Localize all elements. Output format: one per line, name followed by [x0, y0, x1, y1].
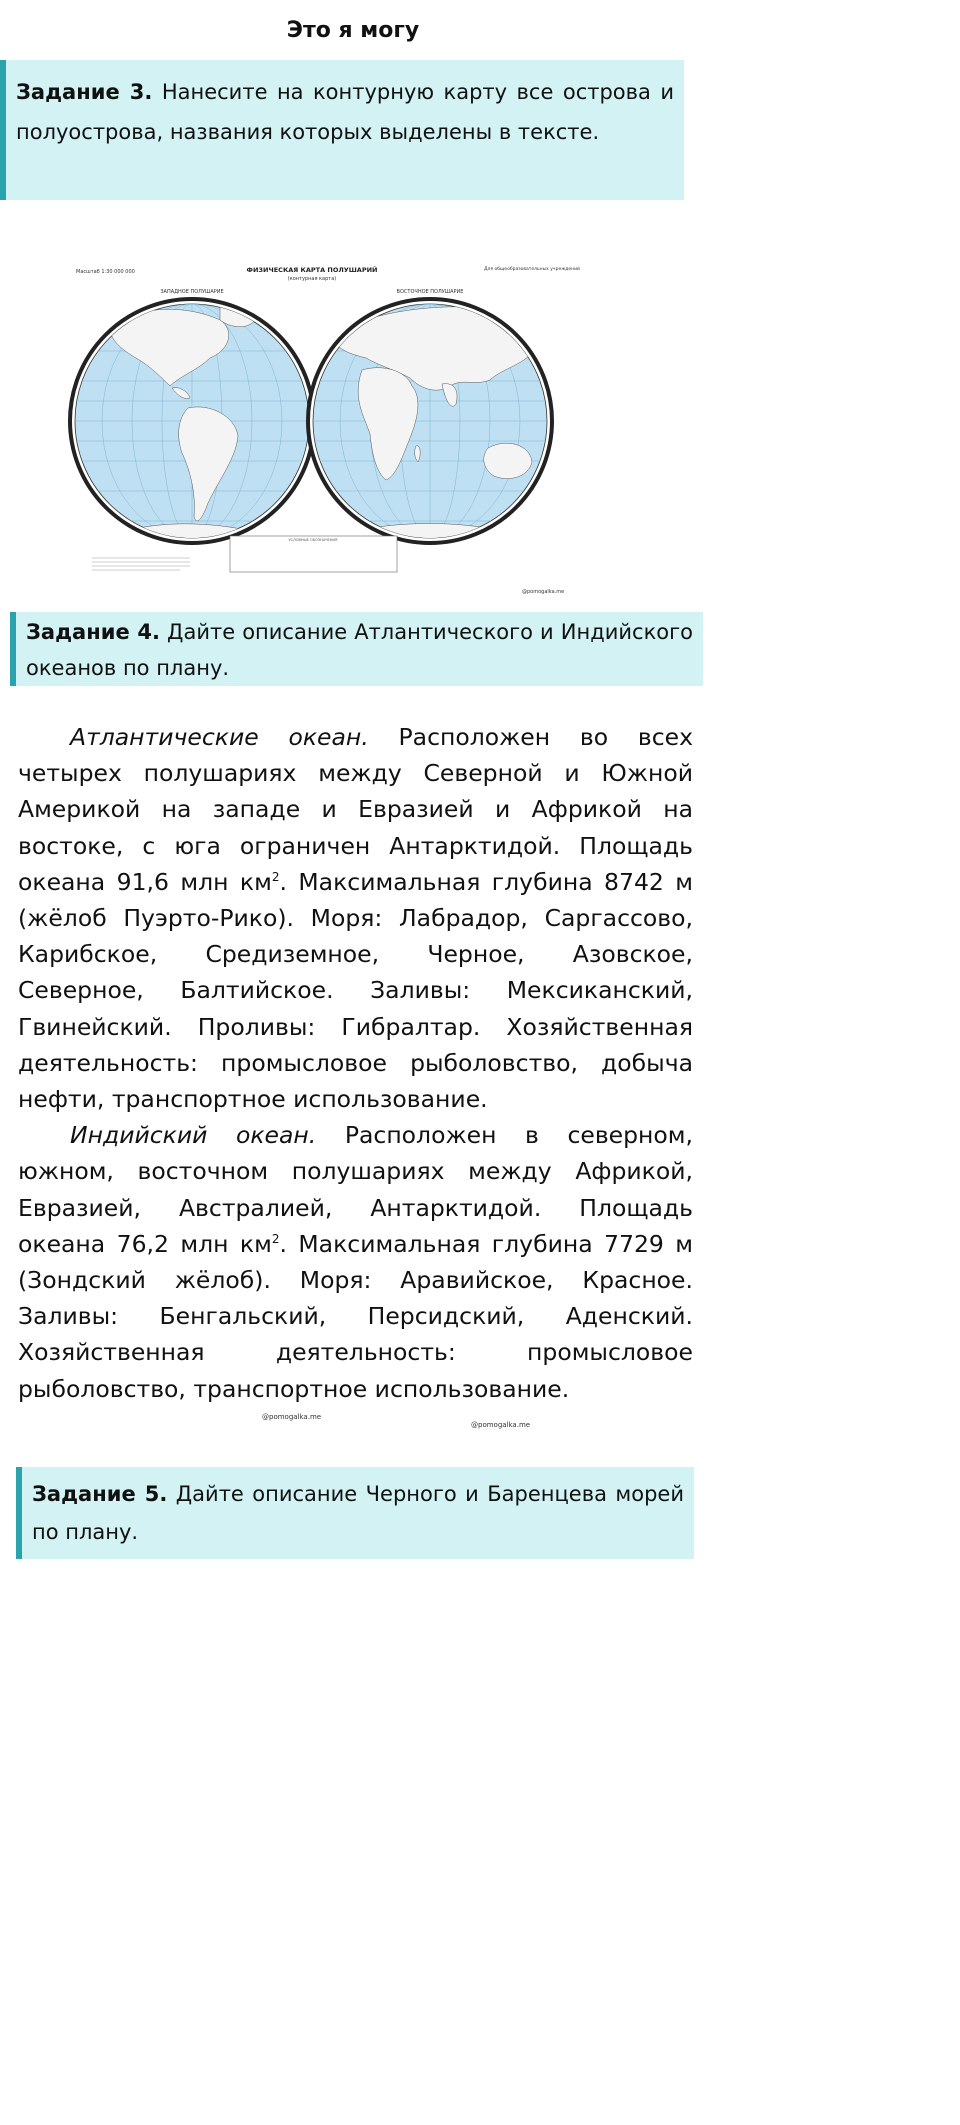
atlantic-name: Атлантические океан.	[70, 723, 369, 751]
map-title: ФИЗИЧЕСКАЯ КАРТА ПОЛУШАРИЙ	[246, 266, 378, 274]
hemispheres-map-image	[70, 258, 584, 595]
atlantic-sup: 2	[271, 869, 280, 884]
watermark-1: @pomogalka.me	[262, 1413, 322, 1421]
task-3-box	[0, 60, 684, 200]
atlantic-text-2: . Максимальная глубина 8742 м (жёлоб Пуэрто-Рико). Моря: Лабрадор, Саргассово, Карибское, Средиземное, Черное, Азовское, Северное, Балтийское. Заливы: Мексиканский, Гвинейский. Проливы: Гибралтар. Хозяйственная деятельность: промысловое рыболовство, добыча нефти, транспортное использование.	[18, 867, 694, 1114]
map-audience: Для общеобразовательных учреждений	[484, 267, 580, 272]
task-4-label: Задание 4.	[26, 620, 160, 644]
task-3-label: Задание 3.	[16, 80, 153, 104]
map-watermark: @pomogalka.me	[522, 589, 565, 595]
oceans-description	[18, 719, 693, 1407]
indian-name: Индийский океан.	[70, 1121, 317, 1150]
indian-sup: 2	[271, 1232, 280, 1247]
task-3-text: Нанесите на контурную карту все острова и полуострова, названия которых выделены в тексте.	[16, 80, 674, 144]
contour-map	[70, 258, 584, 595]
map-legend-title: УСЛОВНЫЕ ОБОЗНАЧЕНИЯ	[288, 538, 338, 542]
map-scale: Масштаб 1:30 000 000	[76, 269, 135, 275]
task-5-label: Задание 5.	[32, 1482, 168, 1506]
indian-text-2: . Максимальная глубина 7729 м (Зондский жёлоб). Моря: Аравийское, Красное. Заливы: Бенгальский, Персидский, Аденский. Хозяйственная деятельность: промысловое рыболовство, транспортное использование.	[18, 1229, 694, 1403]
atlantic-text-1: Расположен во всех четырех полушариях между Северной и Южной Америкой на западе и Евразией и Африкой на востоке, с юга ограничен Антарктидой. Площадь океана 91,6 млн км	[18, 723, 693, 896]
indian-text-1: Расположен в северном, южном, восточном полушариях между Африкой, Евразией, Австралией, Антарктидой. Площадь океана 76,2 млн км	[18, 1121, 693, 1258]
task-5-text: Дайте описание Черного и Баренцева морей по плану.	[32, 1482, 684, 1544]
task-4-box	[10, 612, 703, 686]
map-subtitle: (контурная карта)	[287, 276, 337, 282]
task-5-box	[16, 1467, 694, 1559]
indian-paragraph	[18, 1117, 693, 1407]
task-4-text: Дайте описание Атлантического и Индийского океанов по плану.	[26, 620, 693, 680]
page-title: Это я могу	[286, 18, 420, 43]
watermark-2: @pomogalka.me	[471, 1421, 531, 1429]
atlantic-paragraph	[18, 719, 693, 1117]
west-hemisphere-label: ЗАПАДНОЕ ПОЛУШАРИЕ	[160, 289, 224, 295]
east-hemisphere-label: ВОСТОЧНОЕ ПОЛУШАРИЕ	[396, 289, 464, 295]
